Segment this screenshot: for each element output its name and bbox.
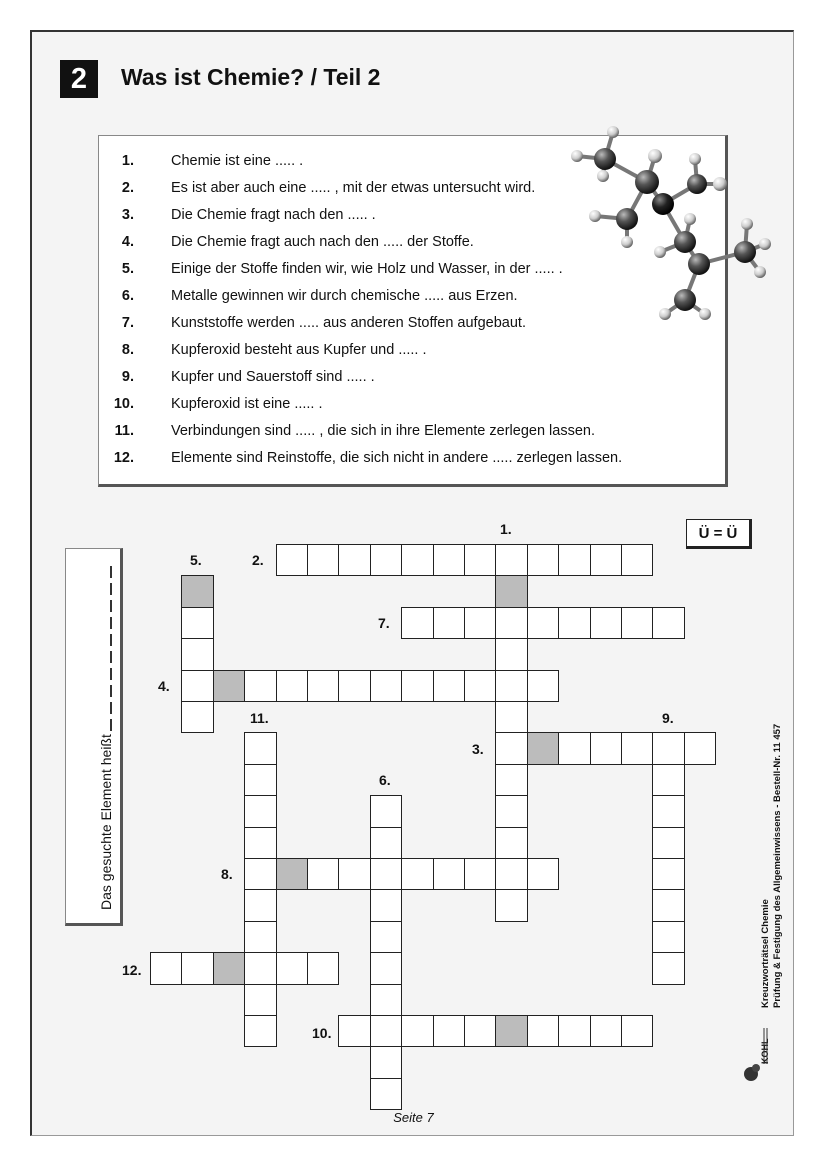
grid-clue-number: 11. <box>250 710 269 726</box>
crossword-cell[interactable] <box>527 858 559 890</box>
crossword-cell[interactable] <box>495 607 527 639</box>
crossword-cell[interactable] <box>244 889 276 921</box>
crossword-cell[interactable] <box>370 1015 402 1047</box>
crossword-cell[interactable] <box>370 544 402 576</box>
grid-clue-number: 5. <box>190 552 202 568</box>
crossword-solution-cell[interactable] <box>527 732 559 764</box>
solution-letter-slot[interactable] <box>110 634 112 646</box>
crossword-cell[interactable] <box>244 732 276 764</box>
page-title: Was ist Chemie? / Teil 2 <box>121 64 381 90</box>
crossword-cell[interactable] <box>401 607 433 639</box>
crossword-cell[interactable] <box>401 858 433 890</box>
crossword-cell[interactable] <box>652 827 684 859</box>
solution-letter-slot[interactable] <box>110 617 112 629</box>
crossword-cell[interactable] <box>244 984 276 1016</box>
clue-text: Metalle gewinnen wir durch chemische ..... aus Erzen. <box>171 288 518 304</box>
clue-number: 6. <box>121 288 134 304</box>
clue-text: Die Chemie fragt auch nach den ..... der Stoffe. <box>171 234 474 250</box>
clue-text: Die Chemie fragt nach den ..... . <box>171 207 376 223</box>
crossword-cell[interactable] <box>621 1015 653 1047</box>
crossword-cell[interactable] <box>495 701 527 733</box>
crossword-cell[interactable] <box>652 764 684 796</box>
clue-number: 4. <box>121 234 134 250</box>
clue-text: Verbindungen sind ..... , die sich in ihre Elemente zerlegen lassen. <box>171 423 595 439</box>
page-footer: Seite 7 <box>393 1110 434 1125</box>
solution-letter-slot[interactable] <box>110 668 112 680</box>
publisher-line-1: Kreuzworträtsel Chemie <box>760 899 771 1008</box>
crossword-cell[interactable] <box>181 701 213 733</box>
crossword-cell[interactable] <box>652 607 684 639</box>
crossword-cell[interactable] <box>150 952 182 984</box>
crossword-cell[interactable] <box>652 732 684 764</box>
clue-text: Kupferoxid besteht aus Kupfer und ..... . <box>171 342 427 358</box>
clue-number: 8. <box>121 342 134 358</box>
crossword-cell[interactable] <box>590 607 622 639</box>
solution-letter-slot[interactable] <box>110 719 112 731</box>
crossword-cell[interactable] <box>370 1078 402 1110</box>
clue-number: 11. <box>114 423 134 439</box>
crossword-solution-cell[interactable] <box>181 575 213 607</box>
crossword-cell[interactable] <box>307 544 339 576</box>
clue-text: Chemie ist eine ..... . <box>171 153 304 169</box>
crossword-solution-cell[interactable] <box>495 575 527 607</box>
crossword-cell[interactable] <box>338 858 370 890</box>
crossword-cell[interactable] <box>433 858 465 890</box>
crossword-cell[interactable] <box>495 858 527 890</box>
solution-letter-slot[interactable] <box>110 651 112 663</box>
grid-clue-number: 2. <box>252 552 264 568</box>
crossword-cell[interactable] <box>244 764 276 796</box>
crossword-solution-cell[interactable] <box>495 1015 527 1047</box>
crossword-cell[interactable] <box>495 827 527 859</box>
crossword-cell[interactable] <box>590 1015 622 1047</box>
crossword-cell[interactable] <box>652 889 684 921</box>
section-number: 2 <box>60 60 98 98</box>
crossword-cell[interactable] <box>464 1015 496 1047</box>
crossword-solution-cell[interactable] <box>213 952 245 984</box>
crossword-cell[interactable] <box>370 984 402 1016</box>
crossword-cell[interactable] <box>652 858 684 890</box>
clue-number: 12. <box>113 450 134 466</box>
publisher-line-2: Prüfung & Festigung des Allgemeinwissens - Bestell-Nr. 11 457 <box>772 723 783 1008</box>
crossword-cell[interactable] <box>433 1015 465 1047</box>
crossword-cell[interactable] <box>495 889 527 921</box>
crossword-cell[interactable] <box>621 732 653 764</box>
crossword-solution-cell[interactable] <box>276 858 308 890</box>
clue-text: Kupferoxid ist eine ..... . <box>171 396 323 412</box>
clue-text: Elemente sind Reinstoffe, die sich nicht in andere ..... zerlegen lassen. <box>171 450 623 466</box>
clue-number: 3. <box>121 207 134 223</box>
crossword-cell[interactable] <box>464 544 496 576</box>
clue-number: 1. <box>121 153 134 169</box>
crossword-cell[interactable] <box>527 670 559 702</box>
crossword-cell[interactable] <box>401 544 433 576</box>
grid-clue-number: 7. <box>378 615 390 631</box>
crossword-cell[interactable] <box>558 607 590 639</box>
grid-clue-number: 12. <box>122 962 142 978</box>
crossword-cell[interactable] <box>495 795 527 827</box>
crossword-cell[interactable] <box>244 827 276 859</box>
crossword-cell[interactable] <box>338 1015 370 1047</box>
crossword-cell[interactable] <box>244 670 276 702</box>
crossword-cell[interactable] <box>433 607 465 639</box>
crossword-cell[interactable] <box>370 952 402 984</box>
crossword-cell[interactable] <box>370 858 402 890</box>
crossword-cell[interactable] <box>276 952 308 984</box>
crossword-cell[interactable] <box>181 607 213 639</box>
solution-letter-slot[interactable] <box>110 583 112 595</box>
crossword-cell[interactable] <box>244 795 276 827</box>
crossword-cell[interactable] <box>621 544 653 576</box>
crossword-cell[interactable] <box>527 1015 559 1047</box>
clue-number: 2. <box>121 180 134 196</box>
crossword-cell[interactable] <box>181 670 213 702</box>
crossword-cell[interactable] <box>558 732 590 764</box>
crossword-cell[interactable] <box>652 795 684 827</box>
crossword-cell[interactable] <box>464 607 496 639</box>
crossword-solution-cell[interactable] <box>213 670 245 702</box>
solution-box <box>65 548 123 926</box>
crossword-cell[interactable] <box>495 670 527 702</box>
crossword-cell[interactable] <box>590 544 622 576</box>
crossword-cell[interactable] <box>181 952 213 984</box>
crossword-cell[interactable] <box>527 607 559 639</box>
molecule-illustration <box>565 124 780 329</box>
crossword-cell[interactable] <box>495 638 527 670</box>
crossword-cell[interactable] <box>244 952 276 984</box>
crossword-cell[interactable] <box>464 670 496 702</box>
crossword-cell[interactable] <box>401 1015 433 1047</box>
crossword-cell[interactable] <box>181 638 213 670</box>
crossword-cell[interactable] <box>307 670 339 702</box>
clue-number: 10. <box>113 396 134 412</box>
solution-letter-slot[interactable] <box>110 685 112 697</box>
crossword-cell[interactable] <box>307 858 339 890</box>
grid-clue-number: 9. <box>662 710 674 726</box>
crossword-cell[interactable] <box>495 732 527 764</box>
solution-letter-slot[interactable] <box>110 566 112 578</box>
crossword-cell[interactable] <box>338 670 370 702</box>
solution-prompt: Das gesuchte Element heißt <box>98 734 114 910</box>
grid-clue-number: 1. <box>500 521 512 537</box>
solution-letter-slot[interactable] <box>110 702 112 714</box>
crossword-cell[interactable] <box>276 544 308 576</box>
clue-text: Kunststoffe werden ..... aus anderen Stoffen aufgebaut. <box>171 315 526 331</box>
grid-clue-number: 3. <box>472 741 484 757</box>
publisher-brand: KOHL <box>760 1038 770 1064</box>
grid-clue-number: 10. <box>312 1025 332 1041</box>
crossword-cell[interactable] <box>338 544 370 576</box>
crossword-cell[interactable] <box>590 732 622 764</box>
clue-number: 5. <box>121 261 134 277</box>
crossword-cell[interactable] <box>621 607 653 639</box>
clue-text: Einige der Stoffe finden wir, wie Holz und Wasser, in der ..... . <box>171 261 563 277</box>
crossword-cell[interactable] <box>370 795 402 827</box>
umlaut-note: Ü = Ü <box>686 519 752 549</box>
crossword-cell[interactable] <box>652 921 684 953</box>
crossword-cell[interactable] <box>401 670 433 702</box>
crossword-cell[interactable] <box>370 889 402 921</box>
solution-letter-slot[interactable] <box>110 600 112 612</box>
crossword-cell[interactable] <box>370 670 402 702</box>
clue-text: Es ist aber auch eine ..... , mit der etwas untersucht wird. <box>171 180 536 196</box>
crossword-cell[interactable] <box>464 858 496 890</box>
grid-clue-number: 8. <box>221 866 233 882</box>
crossword-cell[interactable] <box>370 921 402 953</box>
clue-number: 7. <box>121 315 134 331</box>
clue-number: 9. <box>121 369 134 385</box>
crossword-cell[interactable] <box>244 921 276 953</box>
crossword-cell[interactable] <box>244 1015 276 1047</box>
crossword-cell[interactable] <box>495 764 527 796</box>
grid-clue-number: 4. <box>158 678 170 694</box>
crossword-cell[interactable] <box>495 544 527 576</box>
crossword-cell[interactable] <box>527 544 559 576</box>
clue-text: Kupfer und Sauerstoff sind ..... . <box>171 369 375 385</box>
crossword-cell[interactable] <box>370 827 402 859</box>
crossword-cell[interactable] <box>558 544 590 576</box>
grid-clue-number: 6. <box>379 772 391 788</box>
crossword-cell[interactable] <box>276 670 308 702</box>
crossword-cell[interactable] <box>307 952 339 984</box>
crossword-cell[interactable] <box>244 858 276 890</box>
crossword-cell[interactable] <box>433 544 465 576</box>
crossword-cell[interactable] <box>652 952 684 984</box>
publisher-logo-icon <box>742 1020 770 1084</box>
crossword-cell[interactable] <box>558 1015 590 1047</box>
crossword-cell[interactable] <box>370 1046 402 1078</box>
crossword-cell[interactable] <box>433 670 465 702</box>
crossword-cell[interactable] <box>684 732 716 764</box>
